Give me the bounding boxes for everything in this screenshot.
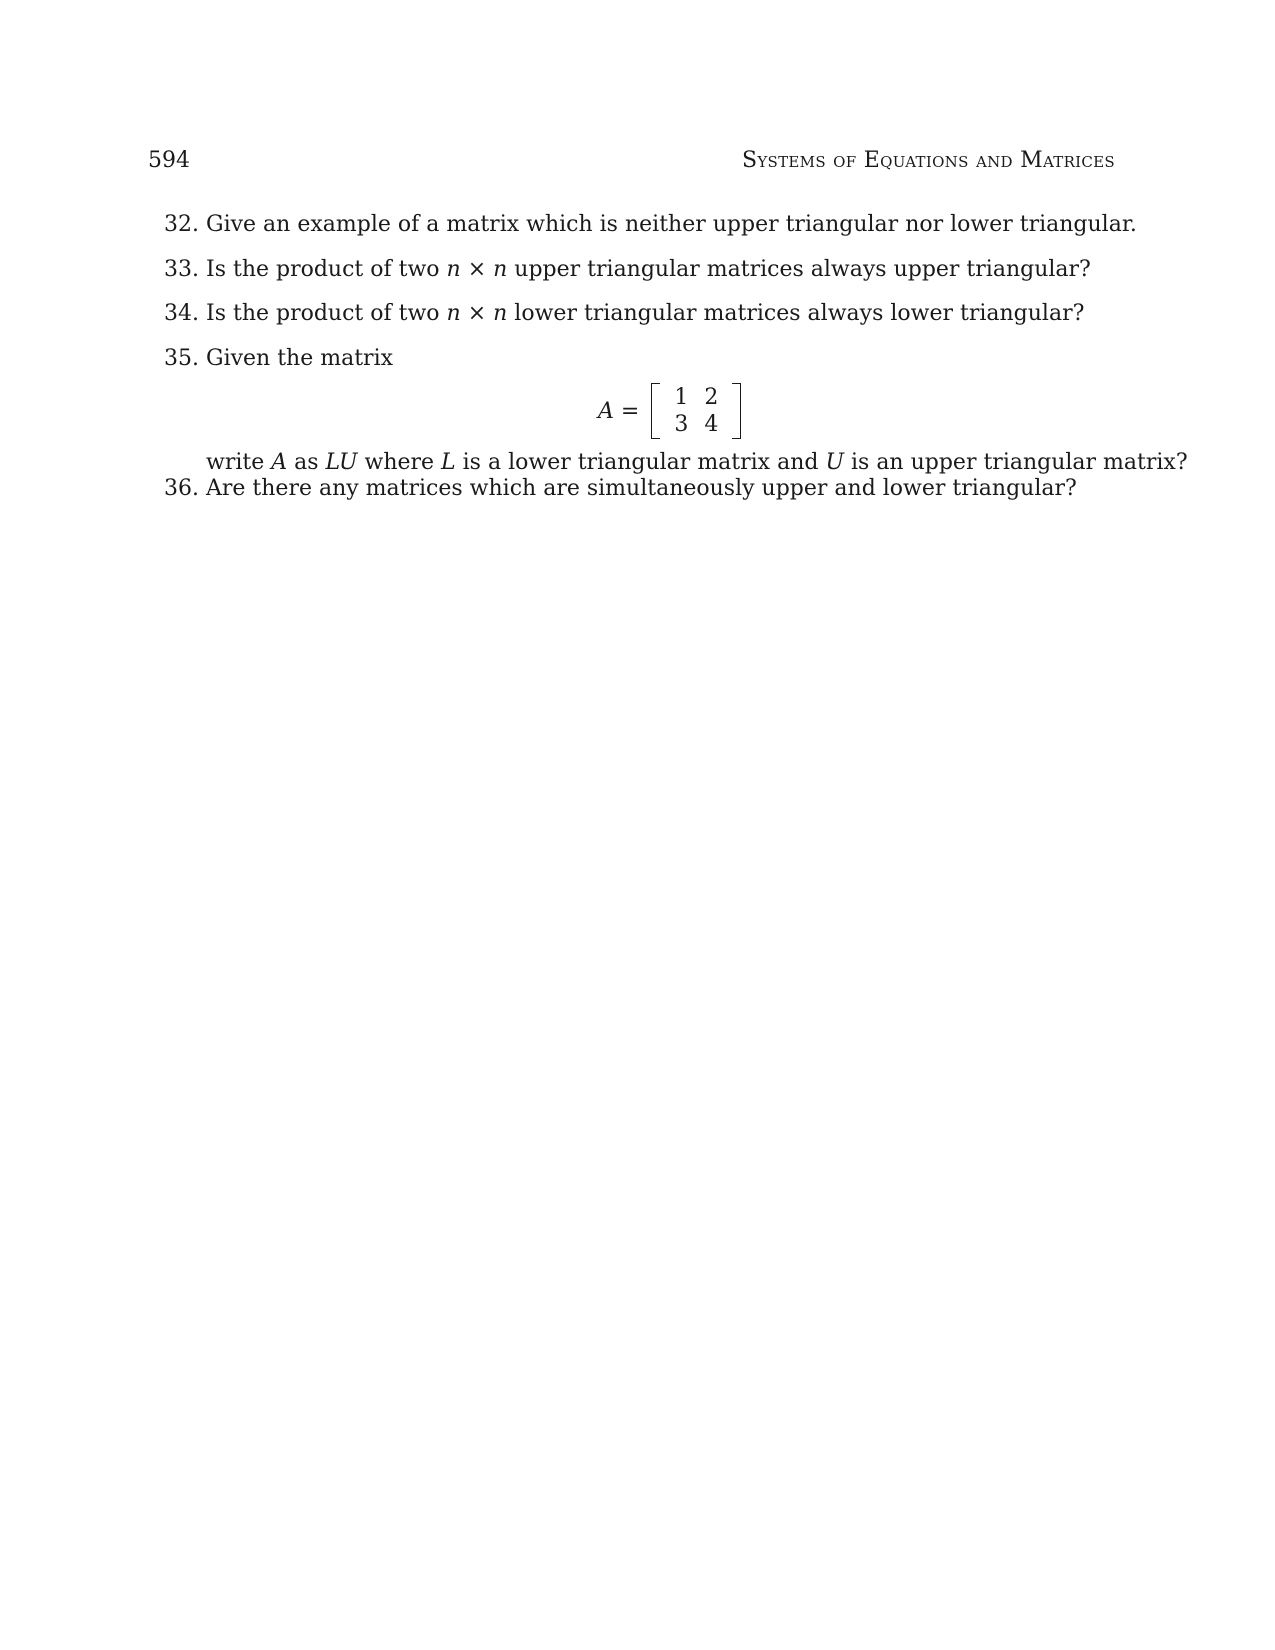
left-bracket xyxy=(651,383,660,439)
text-run: is a lower triangular matrix and xyxy=(455,450,826,475)
math-var-n: n xyxy=(493,301,508,326)
exercise-36 xyxy=(164,476,1077,501)
exercise-text-start: Is the product of two xyxy=(206,301,447,326)
exercise-text: Give an example of a matrix which is neither upper triangular nor lower triangular. xyxy=(206,212,1137,237)
text-run: as xyxy=(287,450,326,475)
matrix-lhs: A = xyxy=(598,398,640,424)
exercise-text: Given the matrix xyxy=(206,346,394,371)
exercise-number: 32. xyxy=(164,212,199,237)
matrix-grid xyxy=(660,384,732,438)
exercise-number: 35. xyxy=(164,346,199,371)
exercise-34 xyxy=(164,301,1084,326)
exercise-number: 33. xyxy=(164,257,199,282)
matrix-equation xyxy=(598,383,741,439)
matrix-cell: 4 xyxy=(704,412,719,437)
matrix-cell: 3 xyxy=(674,412,689,437)
math-var-n: n xyxy=(446,257,461,282)
exercise-35-continuation xyxy=(206,450,1188,475)
exercise-text-end: lower triangular matrices always lower triangular? xyxy=(507,301,1085,326)
math-var-lu: LU xyxy=(325,450,358,475)
exercise-text-start: Is the product of two xyxy=(206,257,447,282)
right-bracket xyxy=(732,383,741,439)
math-var-l: L xyxy=(441,450,456,475)
page-number: 594 xyxy=(148,148,190,173)
exercise-number: 36. xyxy=(164,476,199,501)
matrix-cell: 1 xyxy=(674,385,689,410)
math-var-n: n xyxy=(493,257,508,282)
exercise-number: 34. xyxy=(164,301,199,326)
times-symbol: × xyxy=(460,301,494,326)
times-symbol: × xyxy=(460,257,494,282)
text-run: write xyxy=(206,450,272,475)
exercise-33 xyxy=(164,257,1091,282)
math-var-a: A xyxy=(271,450,288,475)
text-run: is an upper triangular matrix? xyxy=(844,450,1188,475)
exercise-text-end: upper triangular matrices always upper triangular? xyxy=(507,257,1091,282)
exercise-text: Are there any matrices which are simultaneously upper and lower triangular? xyxy=(206,476,1077,501)
math-var-n: n xyxy=(446,301,461,326)
running-head: Systems of Equations and Matrices xyxy=(741,148,1115,173)
matrix-cell: 2 xyxy=(704,385,719,410)
text-run: where xyxy=(357,450,442,475)
math-var-u: U xyxy=(825,450,844,475)
exercise-35 xyxy=(164,346,393,371)
exercise-32 xyxy=(164,212,1137,237)
